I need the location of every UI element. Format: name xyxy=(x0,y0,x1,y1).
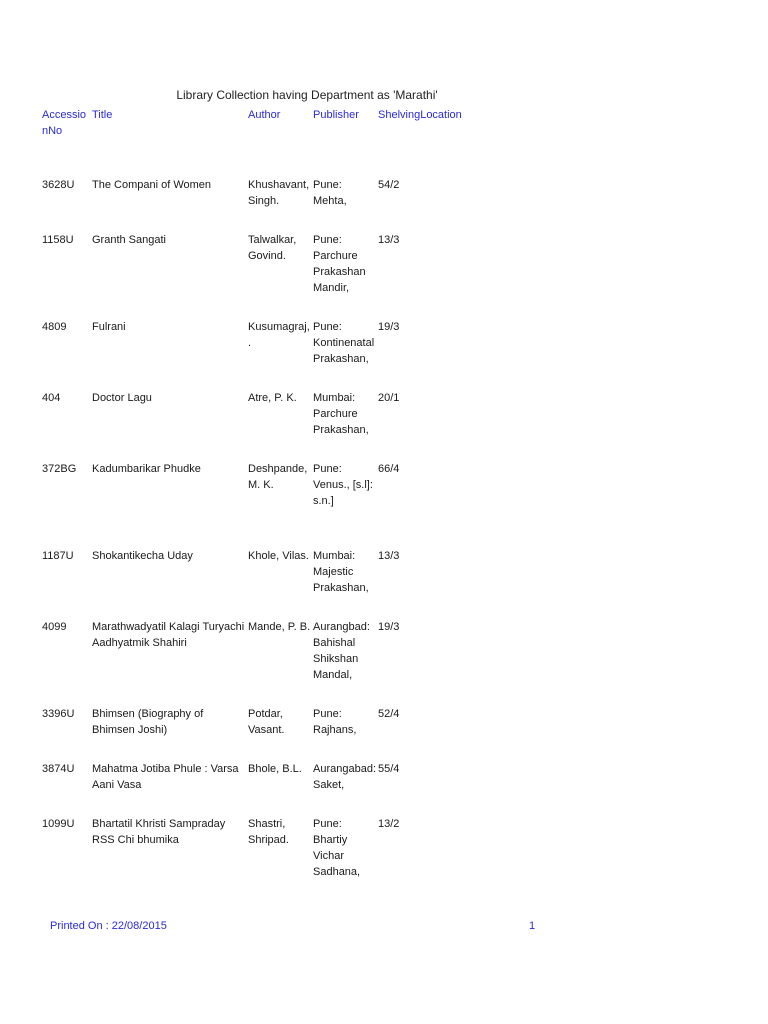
row-4-shelving: 66/4 xyxy=(378,463,400,475)
row-0-title: The Compani of Women xyxy=(92,179,212,191)
row-6-author: Mande, P. B. xyxy=(248,621,311,633)
row-4-author: Deshpande, M. K. xyxy=(248,463,308,491)
row-2-accession: 4809 xyxy=(42,321,67,333)
row-7-author: Potdar, Vasant. xyxy=(248,708,285,736)
row-6-shelving: 19/3 xyxy=(378,621,400,633)
column-header-publisher: Publisher xyxy=(313,109,359,121)
row-9-publisher: Pune: Bhartiy Vichar Sadhana, xyxy=(313,818,361,878)
row-2-shelving: 19/3 xyxy=(378,321,400,333)
row-0-author: Khushavant, Singh. xyxy=(248,179,310,207)
row-3-title: Doctor Lagu xyxy=(92,392,152,404)
row-2-publisher: Pune: Kontinenatal Prakashan, xyxy=(313,321,375,365)
row-5-publisher: Mumbai: Majestic Prakashan, xyxy=(313,550,369,594)
row-1-title: Granth Sangati xyxy=(92,234,166,246)
row-4-accession: 372BG xyxy=(42,463,77,475)
row-6-publisher: Aurangbad: Bahishal Shikshan Mandal, xyxy=(313,621,370,681)
row-7-publisher: Pune: Rajhans, xyxy=(313,708,357,736)
row-2-author: Kusumagraj, . xyxy=(248,321,310,349)
row-5-title: Shokantikecha Uday xyxy=(92,550,193,562)
row-7-accession: 3396U xyxy=(42,708,75,720)
column-header-shelving-location: ShelvingLocation xyxy=(378,109,462,121)
row-9-author: Shastri, Shripad. xyxy=(248,818,289,846)
column-header-accession: AccessionNo xyxy=(42,109,87,137)
row-0-accession: 3628U xyxy=(42,179,75,191)
row-5-author: Khole, Vilas. xyxy=(248,550,309,562)
row-4-publisher: Pune: Venus., [s.l]: s.n.] xyxy=(313,463,373,507)
row-3-accession: 404 xyxy=(42,392,61,404)
row-0-shelving: 54/2 xyxy=(378,179,400,191)
row-5-shelving: 13/3 xyxy=(378,550,400,562)
page-number: 1 xyxy=(529,920,536,932)
row-6-title: Marathwadyatil Kalagi Turyachi Aadhyatmik Shahiri xyxy=(92,621,245,649)
row-9-title: Bhartatil Khristi Sampraday RSS Chi bhumika xyxy=(92,818,226,846)
row-8-title: Mahatma Jotiba Phule : Varsa Aani Vasa xyxy=(92,763,239,791)
row-3-author: Atre, P. K. xyxy=(248,392,297,404)
row-8-publisher: Aurangabad: Saket, xyxy=(313,763,376,791)
row-3-publisher: Mumbai: Parchure Prakashan, xyxy=(313,392,369,436)
row-1-publisher: Pune: Parchure Prakashan Mandir, xyxy=(313,234,366,294)
row-8-shelving: 55/4 xyxy=(378,763,400,775)
row-9-shelving: 13/2 xyxy=(378,818,400,830)
row-1-author: Talwalkar, Govind. xyxy=(248,234,297,262)
row-0-publisher: Pune: Mehta, xyxy=(313,179,347,207)
row-3-shelving: 20/1 xyxy=(378,392,400,404)
column-header-title: Title xyxy=(92,109,113,121)
row-7-title: Bhimsen (Biography of Bhimsen Joshi) xyxy=(92,708,204,736)
row-4-title: Kadumbarikar Phudke xyxy=(92,463,201,475)
row-7-shelving: 52/4 xyxy=(378,708,400,720)
column-header-author: Author xyxy=(248,109,281,121)
row-6-accession: 4099 xyxy=(42,621,67,633)
row-2-title: Fulrani xyxy=(92,321,126,333)
row-1-shelving: 13/3 xyxy=(378,234,400,246)
report-title: Library Collection having Department as 'Marathi' xyxy=(176,88,438,102)
row-8-author: Bhole, B.L. xyxy=(248,763,302,775)
row-8-accession: 3874U xyxy=(42,763,75,775)
printed-on-date: Printed On : 22/08/2015 xyxy=(50,920,167,932)
row-5-accession: 1187U xyxy=(42,550,74,562)
row-9-accession: 1099U xyxy=(42,818,75,830)
row-1-accession: 1158U xyxy=(42,234,74,246)
